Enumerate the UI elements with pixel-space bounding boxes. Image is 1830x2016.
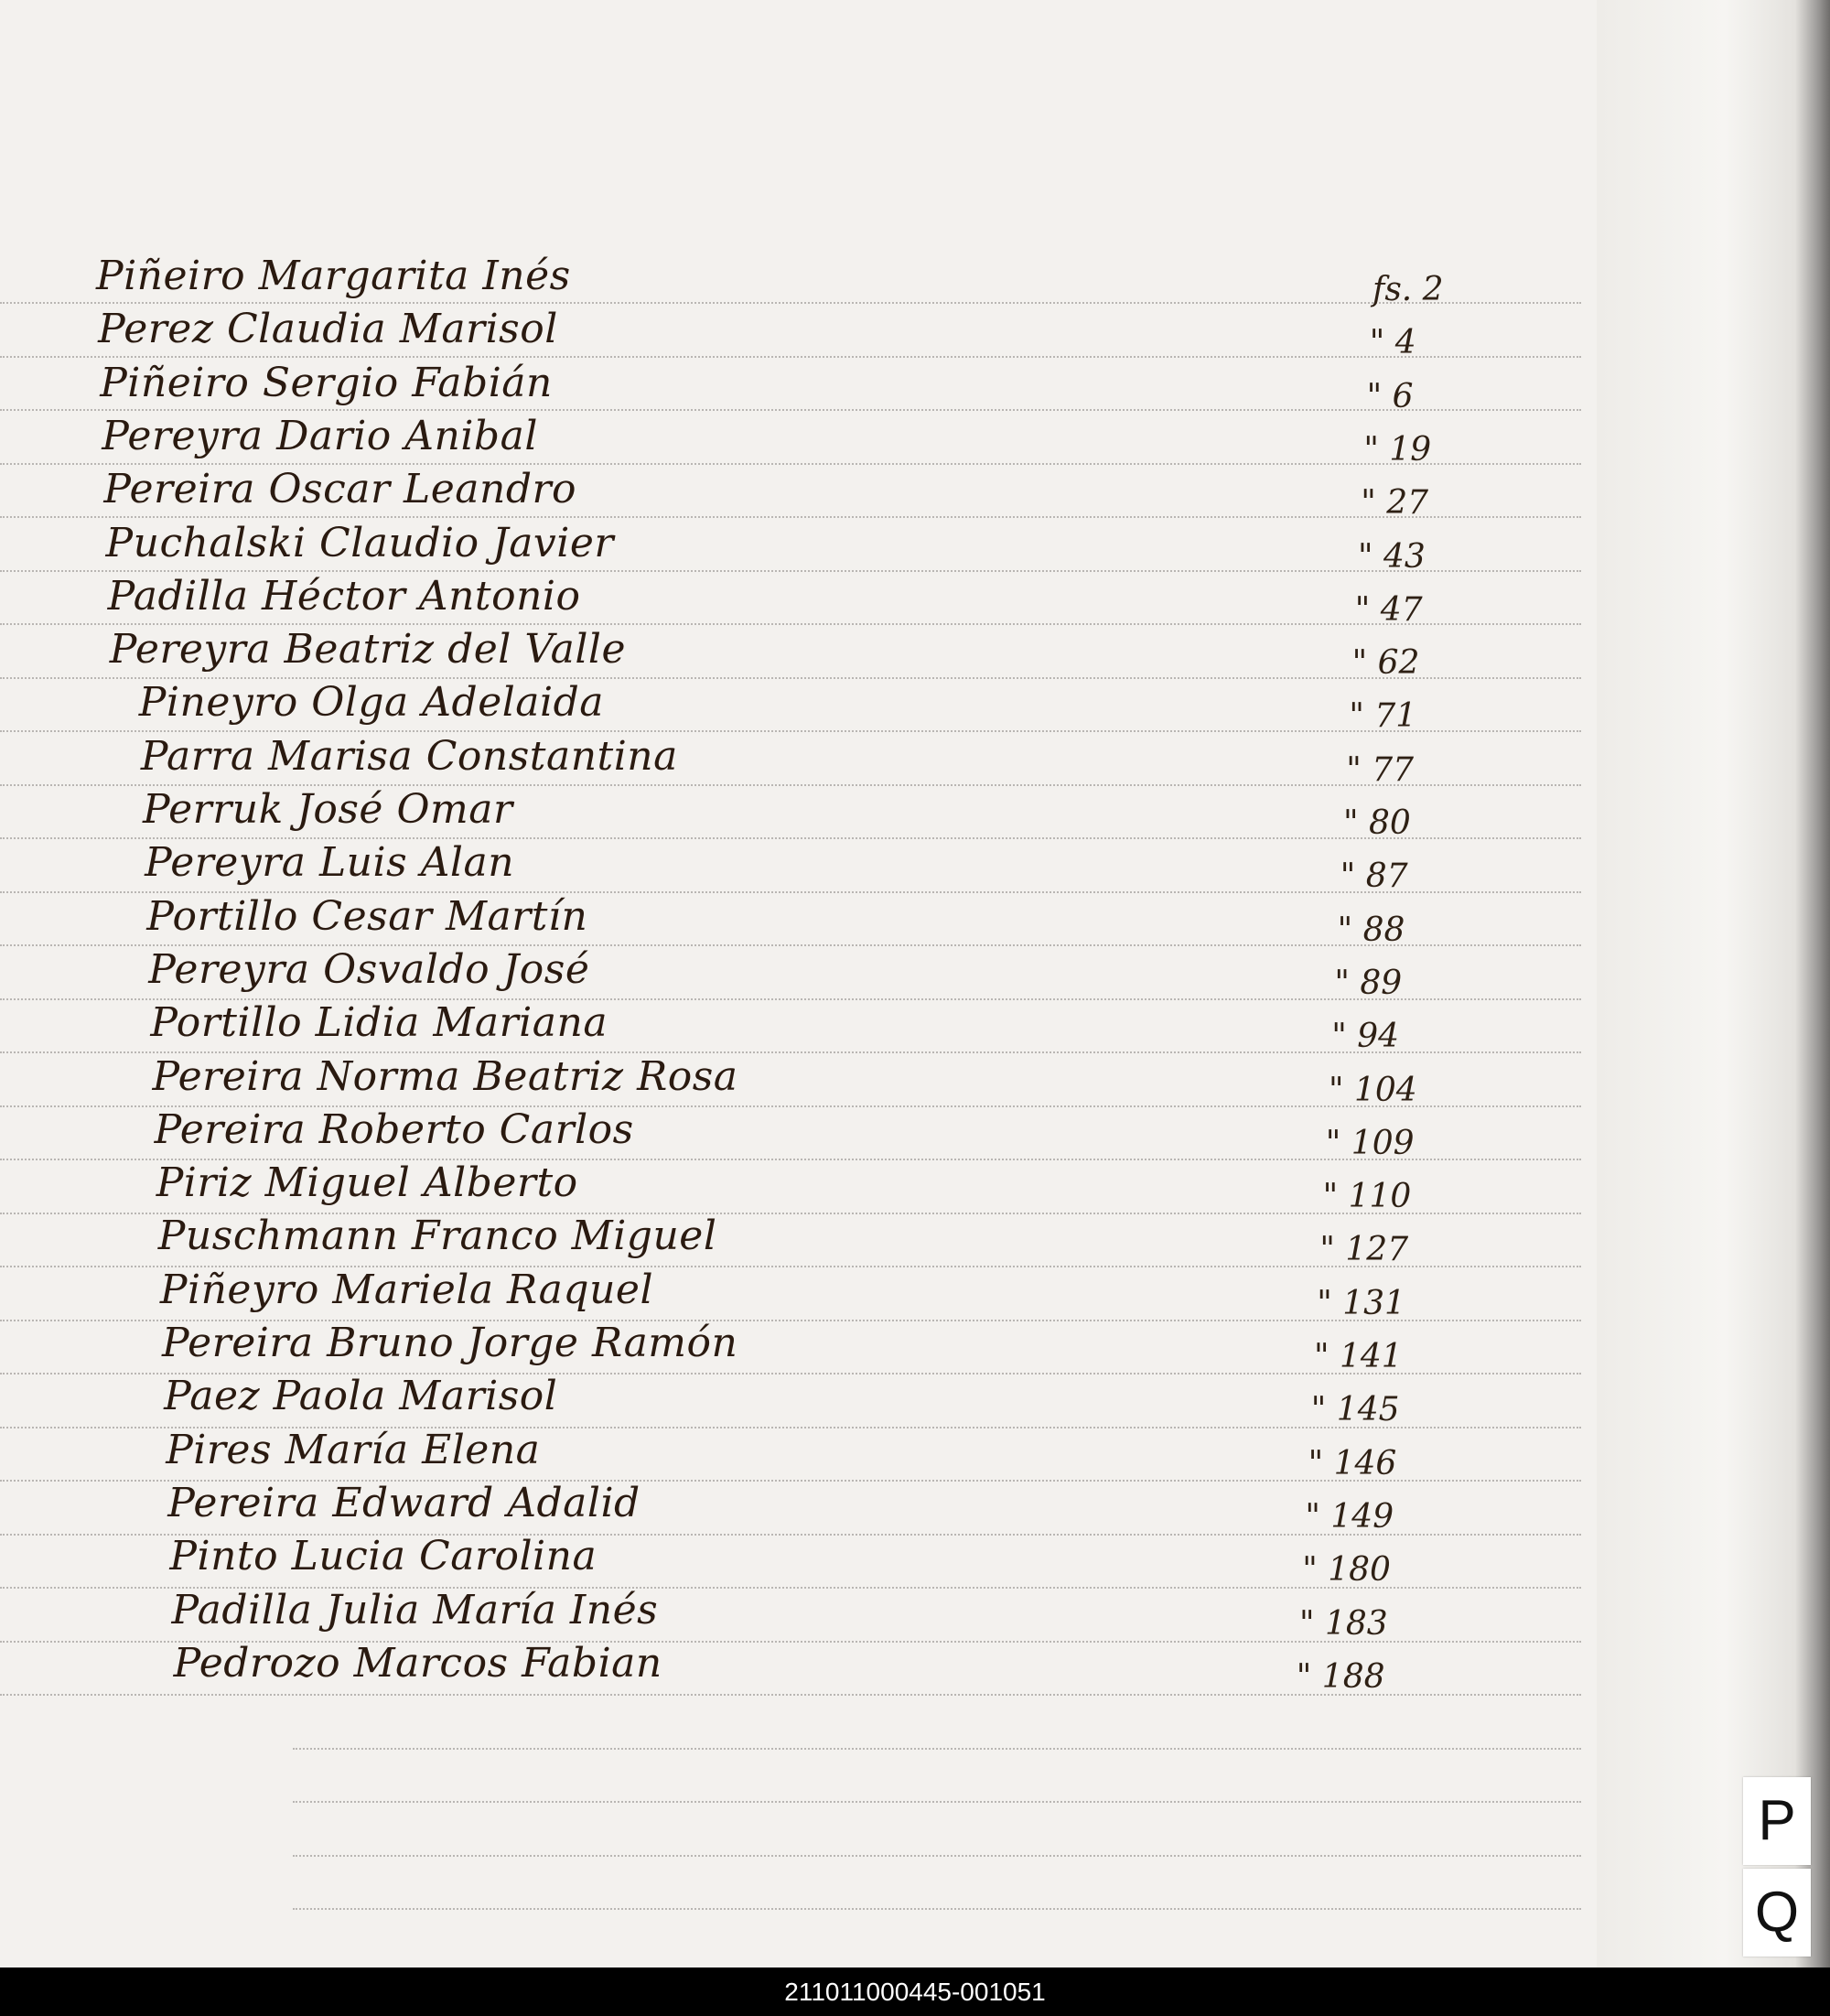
index-tab-q[interactable]: Q bbox=[1743, 1869, 1811, 1957]
entry-page-number: " 27 bbox=[1361, 484, 1428, 523]
entry-page-number: " 19 bbox=[1363, 430, 1432, 469]
entry-name: Puschmann Franco Miguel bbox=[157, 1213, 717, 1260]
entry-page-number: " 6 bbox=[1366, 377, 1414, 415]
entry-name: Pereira Edward Adalid bbox=[167, 1479, 640, 1526]
entry-name: Padilla Julia María Inés bbox=[171, 1586, 659, 1633]
entry-name: Parra Marisa Constantina bbox=[140, 732, 678, 780]
entry-name: Pedrozo Marcos Fabian bbox=[173, 1639, 662, 1687]
entry-page-number: " 127 bbox=[1319, 1231, 1409, 1269]
entry-page-number: " 87 bbox=[1340, 857, 1408, 896]
ruled-line bbox=[0, 730, 1581, 732]
ruled-line bbox=[0, 516, 1581, 518]
entry-name: Pinto Lucia Carolina bbox=[169, 1533, 597, 1580]
entry-name: Portillo Lidia Mariana bbox=[150, 999, 608, 1047]
entry-name: Pereyra Luis Alan bbox=[145, 839, 515, 887]
entry-page-number: " 43 bbox=[1358, 537, 1426, 576]
entry-name: Portillo Cesar Martín bbox=[146, 892, 588, 940]
entry-name: Pereyra Dario Anibal bbox=[102, 412, 538, 459]
entry-page-number: " 47 bbox=[1354, 590, 1423, 629]
ruled-line bbox=[0, 409, 1581, 411]
ruled-line bbox=[293, 1855, 1581, 1857]
ruled-line bbox=[0, 623, 1581, 625]
entry-name: Pereyra Osvaldo José bbox=[148, 945, 590, 993]
entry-name: Perruk José Omar bbox=[143, 786, 513, 833]
entry-name: Piñeiro Sergio Fabián bbox=[100, 359, 553, 406]
entry-page-number: " 131 bbox=[1317, 1284, 1405, 1322]
entry-name: Pereira Oscar Leandro bbox=[103, 466, 577, 513]
entry-name: Paez Paola Marisol bbox=[164, 1373, 558, 1420]
entry-name: Piriz Miguel Alberto bbox=[156, 1159, 578, 1207]
entry-page-number: " 88 bbox=[1337, 911, 1405, 949]
entry-page-number: " 146 bbox=[1308, 1444, 1397, 1482]
entry-name: Pereira Norma Beatriz Rosa bbox=[152, 1052, 738, 1100]
ruled-line bbox=[0, 356, 1581, 358]
entry-page-number: " 80 bbox=[1343, 804, 1411, 842]
entry-page-number: " 145 bbox=[1310, 1391, 1400, 1429]
entry-name: Perez Claudia Marisol bbox=[98, 306, 558, 353]
entry-page-number: fs. 2 bbox=[1372, 271, 1444, 308]
entry-name: Pereira Roberto Carlos bbox=[154, 1105, 634, 1153]
entry-page-number: " 180 bbox=[1302, 1551, 1391, 1590]
ruled-line bbox=[293, 1801, 1581, 1803]
entry-page-number: " 149 bbox=[1305, 1497, 1394, 1536]
document-id: 211011000445-001051 bbox=[784, 1978, 1046, 2006]
entry-page-number: " 188 bbox=[1296, 1657, 1385, 1696]
entry-page-number: " 77 bbox=[1346, 750, 1414, 789]
entry-page-number: " 109 bbox=[1325, 1124, 1415, 1162]
book-edge bbox=[1597, 0, 1830, 1967]
entry-name: Pereyra Beatriz del Valle bbox=[109, 626, 627, 674]
entry-name: Puchalski Claudio Javier bbox=[105, 519, 614, 566]
entry-page-number: " 4 bbox=[1369, 324, 1416, 362]
ruled-line bbox=[0, 463, 1581, 465]
ruled-line bbox=[293, 1748, 1581, 1750]
entry-name: Pineyro Olga Adelaida bbox=[138, 679, 605, 727]
entry-name: Piñeiro Margarita Inés bbox=[96, 253, 571, 299]
ruled-line bbox=[0, 302, 1581, 304]
ruled-line bbox=[293, 1908, 1581, 1910]
entry-page-number: " 71 bbox=[1349, 697, 1417, 736]
entry-name: Pereira Bruno Jorge Ramón bbox=[162, 1320, 738, 1366]
index-tab-p[interactable]: P bbox=[1743, 1777, 1811, 1865]
entry-page-number: " 110 bbox=[1322, 1178, 1412, 1216]
ruled-line bbox=[0, 570, 1581, 572]
entry-page-number: " 62 bbox=[1351, 644, 1420, 683]
entry-name: Pires María Elena bbox=[166, 1426, 541, 1473]
entry-page-number: " 94 bbox=[1331, 1018, 1399, 1056]
entry-page-number: " 183 bbox=[1299, 1604, 1388, 1643]
document-id-bar bbox=[0, 1967, 1830, 2016]
entry-page-number: " 141 bbox=[1314, 1338, 1403, 1375]
entry-page-number: " 89 bbox=[1334, 964, 1403, 1002]
entry-name: Padilla Héctor Antonio bbox=[107, 572, 581, 620]
entry-page-number: " 104 bbox=[1329, 1071, 1417, 1109]
entry-name: Piñeyro Mariela Raquel bbox=[159, 1266, 654, 1313]
